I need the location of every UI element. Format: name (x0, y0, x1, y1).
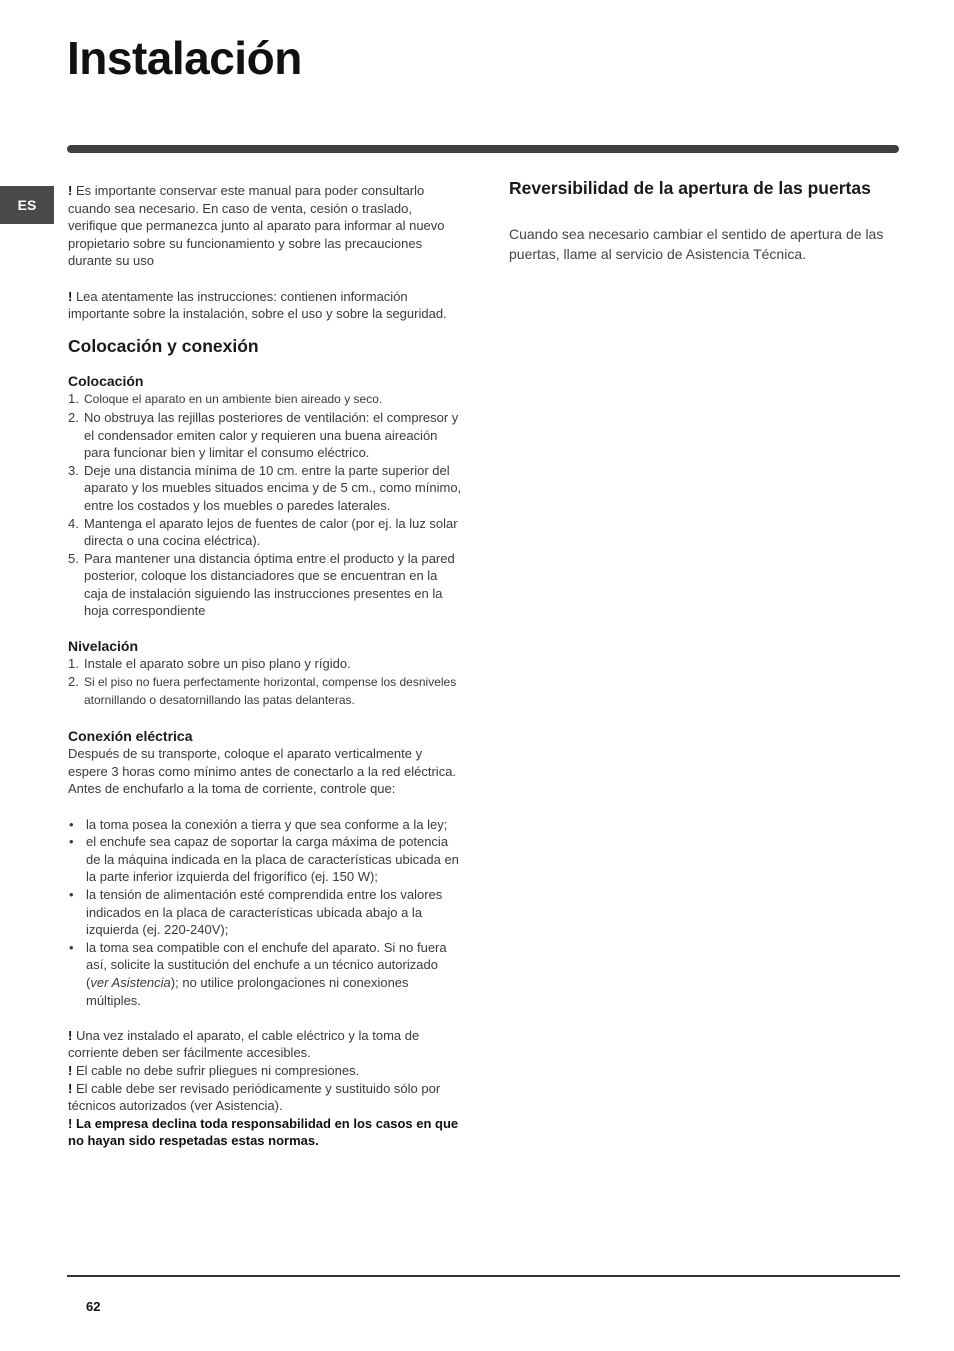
list-item: 2. No obstruya las rejillas posteriores de ventilación: el compresor y el condensador emiten calor y requieren una buena aireación para funcionar bien y limitar el consumo eléctrico. (68, 409, 459, 461)
right-column (509, 178, 894, 264)
list-item: • la tensión de alimentación esté comprendida entre los valores indicados en la placa de características ubicada abajo a la izquierda (ej. 220-240V); (69, 886, 443, 938)
list-item: 1. Instale el aparato sobre un piso plano y rígido. (68, 656, 351, 672)
intro-paragraph-1 (68, 182, 463, 270)
subheading-nivelacion: Nivelación (68, 637, 139, 654)
top-divider (67, 145, 899, 153)
section-heading-colocacion-conexion: Colocación y conexión (68, 335, 259, 356)
list-item: 3. Deje una distancia mínima de 10 cm. entre la parte superior del aparato y los muebles situados encima y de 5 cm., como mínimo, entre los costados y los muebles o paredes laterales. (68, 462, 462, 513)
colocacion-list (68, 390, 463, 620)
warning-4-disclaimer: ! La empresa declina toda responsabilidad en los casos en que no hayan sido respetadas estas normas. (68, 1115, 459, 1149)
reversibilidad-text: Cuando sea necesario cambiar el sentido de apertura de las puertas, llame al servicio de Asistencia Técnica. (509, 226, 884, 262)
intro-text-1: Es importante conservar este manual para poder consultarlo cuando sea necesario. En caso de venta, cesión o traslado, verifique que permanezca junto al aparato para informar al nuevo propietario sobre su funcionamiento y sobre las precauciones durante su uso (68, 183, 445, 269)
language-tab: ES (0, 186, 54, 224)
subheading-conexion-electrica: Conexión eléctrica (68, 727, 193, 744)
page-number: 62 (86, 1299, 101, 1314)
list-item: • el enchufe sea capaz de soportar la carga máxima de potencia de la máquina indicada en la placa de características ubicada en la parte inferior izquierda del frigorífico (ej. 150 W); (69, 834, 459, 885)
warning-2: ! El cable no debe sufrir pliegues ni compresiones. (68, 1062, 360, 1078)
warning-3: ! El cable debe ser revisado periódicamente y sustituido sólo por técnicos autorizados (ver Asistencia). (68, 1080, 441, 1114)
list-item: 1. Coloque el aparato en un ambiente bien aireado y seco. (68, 391, 383, 407)
list-item: • la toma posea la conexión a tierra y que sea conforme a la ley; (69, 816, 448, 832)
page-title: Instalación (67, 32, 302, 84)
bottom-divider (67, 1275, 900, 1277)
section-heading-reversibilidad: Reversibilidad de la apertura de las puertas (509, 178, 871, 198)
intro-paragraph-2 (68, 288, 463, 323)
warning-mark: ! (68, 183, 73, 198)
warning-mark: ! (68, 288, 73, 304)
intro-text-2: Lea atentamente las instrucciones: contienen información importante sobre la instalación, sobre el uso y sobre la seguridad. (68, 288, 447, 322)
list-item: 4. Mantenga el aparato lejos de fuentes de calor (por ej. la luz solar directa o una cocina eléctrica). (68, 515, 458, 549)
list-item: 2. Si el piso no fuera perfectamente horizontal, compense los desniveles atornillando o desatornillando las patas delanteras. (68, 673, 457, 708)
list-item: 5. Para mantener una distancia óptima entre el producto y la pared posterior, coloque los distanciadores que se encuentran en la caja de instalación siguiendo las instrucciones presentes en la hoja correspondiente (68, 550, 455, 619)
nivelacion-list (68, 655, 463, 710)
subheading-colocacion: Colocación (68, 372, 144, 389)
list-item: • la toma sea compatible con el enchufe del aparato. Si no fuera así, solicite la sustitución del enchufe a un técnico autorizado (ver Asistencia); no utilice prolongaciones ni conexiones múltiples. (69, 939, 447, 1008)
left-column (68, 182, 463, 1150)
conexion-intro: Después de su transporte, coloque el aparato verticalmente y espere 3 horas como mínimo antes de conectarlo a la red eléctrica. Antes de enchufarlo a la toma de corriente, controle que: (68, 746, 457, 797)
conexion-checklist (68, 816, 463, 1010)
warning-1: ! Una vez instalado el aparato, el cable eléctrico y la toma de corriente deben ser fácilmente accesibles. (68, 1027, 420, 1061)
